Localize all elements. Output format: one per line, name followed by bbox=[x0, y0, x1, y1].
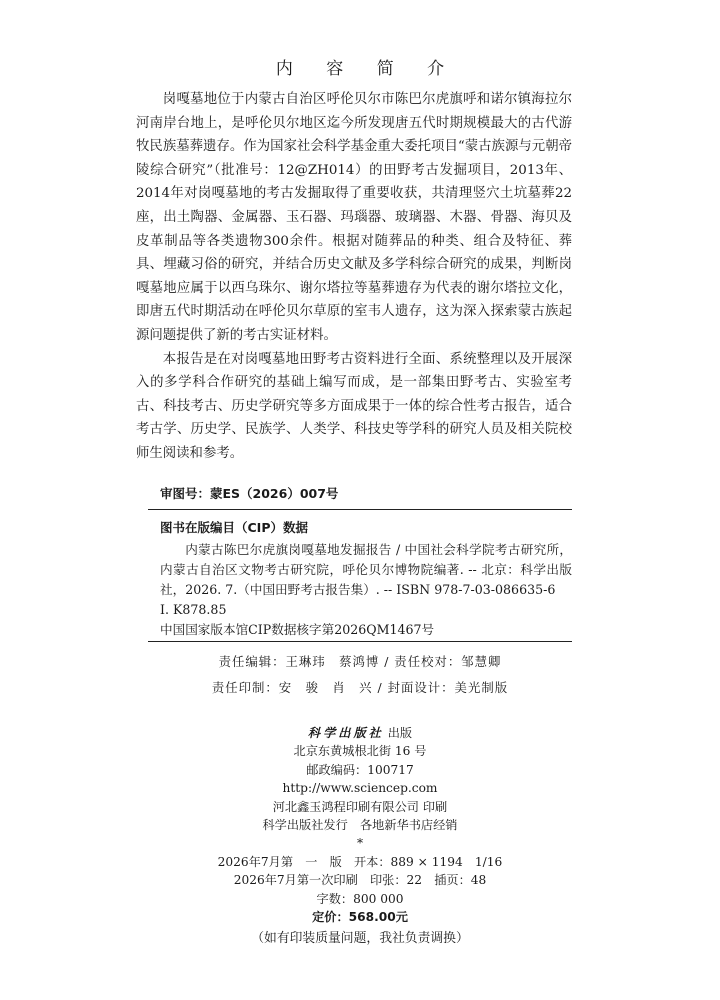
cip-heading: 图书在版编目（CIP）数据 bbox=[160, 520, 308, 535]
printing-line: 2026年7月第一次印刷 印张：22 插页：48 bbox=[233, 873, 487, 888]
cip-block bbox=[160, 540, 572, 640]
publisher-block bbox=[0, 724, 720, 949]
edition-line: 2026年7月第 一 版 开本：889 × 1194 1/16 bbox=[217, 854, 503, 869]
publisher-name: 科学出版社 bbox=[307, 726, 384, 740]
credits-production: 责任印制：安 骏 肖 兴 / 封面设计：美光制版 bbox=[211, 680, 509, 695]
word-count: 字数：800 000 bbox=[316, 891, 404, 906]
summary-paragraph-2: 本报告是在对岗嘎墓地田野考古资料进行全面、系统整理以及开展深入的多学科合作研究的基础上编写而成，是一部集田野考古、实验室考古、科技考古、历史学研究等多方面成果于一体的综合性考古报告，适合考古学、历史学、民族学、人类学、科技史等学科的研究人员及相关院校师生阅读和参考。 bbox=[136, 351, 572, 461]
separator-star: * bbox=[356, 836, 364, 851]
distributor-line: 科学出版社发行 各地新华书店经销 bbox=[262, 818, 458, 833]
cip-record-number: 中国国家版本馆CIP数据核字第2026QM1467号 bbox=[160, 622, 435, 637]
publish-suffix: 出版 bbox=[383, 726, 413, 740]
publisher-postcode: 邮政编码：100717 bbox=[306, 762, 414, 777]
summary-paragraph-1: 岗嘎墓地位于内蒙古自治区呼伦贝尔市陈巴尔虎旗呼和诺尔镇海拉尔河南岸台地上，是呼伦贝尔地区迄今所发现唐五代时期规模最大的古代游牧民族墓葬遗存。作为国家社会科学基金重大委托项目“蒙古族源与元朝帝陵综合研究”（批准号：12@ZH014）的田野考古发掘项目，2013年、2014年对岗嘎墓地的考古发掘取得了重要收获，共清理竖穴土坑墓葬22座，出土陶器、金属器、玉石器、玛瑙器、玻璃器、木器、骨器、海贝及皮革制品等各类遗物300余件。根据对随葬品的种类、组合及特征、葬具、埋藏习俗的研究，并结合历史文献及多学科综合研究的成果，判断岗嘎墓地应属于以西乌珠尔、谢尔塔拉等墓葬遗存为代表的谢尔塔拉文化，即唐五代时期活动在呼伦贝尔草原的室韦人遗存，这为深入探索蒙古族起源问题提供了新的考古实证材料。 bbox=[136, 92, 572, 343]
publisher-website: http://www.sciencep.com bbox=[282, 781, 438, 796]
cip-classification: Ⅰ. K878.85 bbox=[160, 602, 227, 617]
divider-bottom bbox=[148, 641, 572, 642]
printer-line: 河北鑫玉鸿程印刷有限公司 印刷 bbox=[272, 799, 448, 814]
summary-section bbox=[136, 88, 572, 466]
map-review-number: 审图号：蒙ES（2026）007号 bbox=[160, 486, 339, 501]
publisher-address: 北京东黄城根北街 16 号 bbox=[293, 744, 427, 759]
credits-editors: 责任编辑：王琳玮 蔡鸿博 / 责任校对：邹慧卿 bbox=[218, 654, 502, 669]
publisher-line bbox=[0, 724, 720, 742]
price-line: 定价：568.00元 bbox=[312, 910, 408, 925]
quality-notice: （如有印装质量问题，我社负责调换） bbox=[251, 931, 469, 947]
cip-entry: 内蒙古陈巴尔虎旗岗嘎墓地发掘报告 / 中国社会科学院考古研究所，内蒙古自治区文物考古研究院，呼伦贝尔博物院编著. -- 北京：科学出版社，2026. 7.（中国田野考古报告集）. -- ISBN 978-7-03-086635-6 bbox=[160, 542, 572, 597]
divider-top bbox=[148, 509, 572, 510]
page-title: 内 容 简 介 bbox=[275, 59, 459, 79]
